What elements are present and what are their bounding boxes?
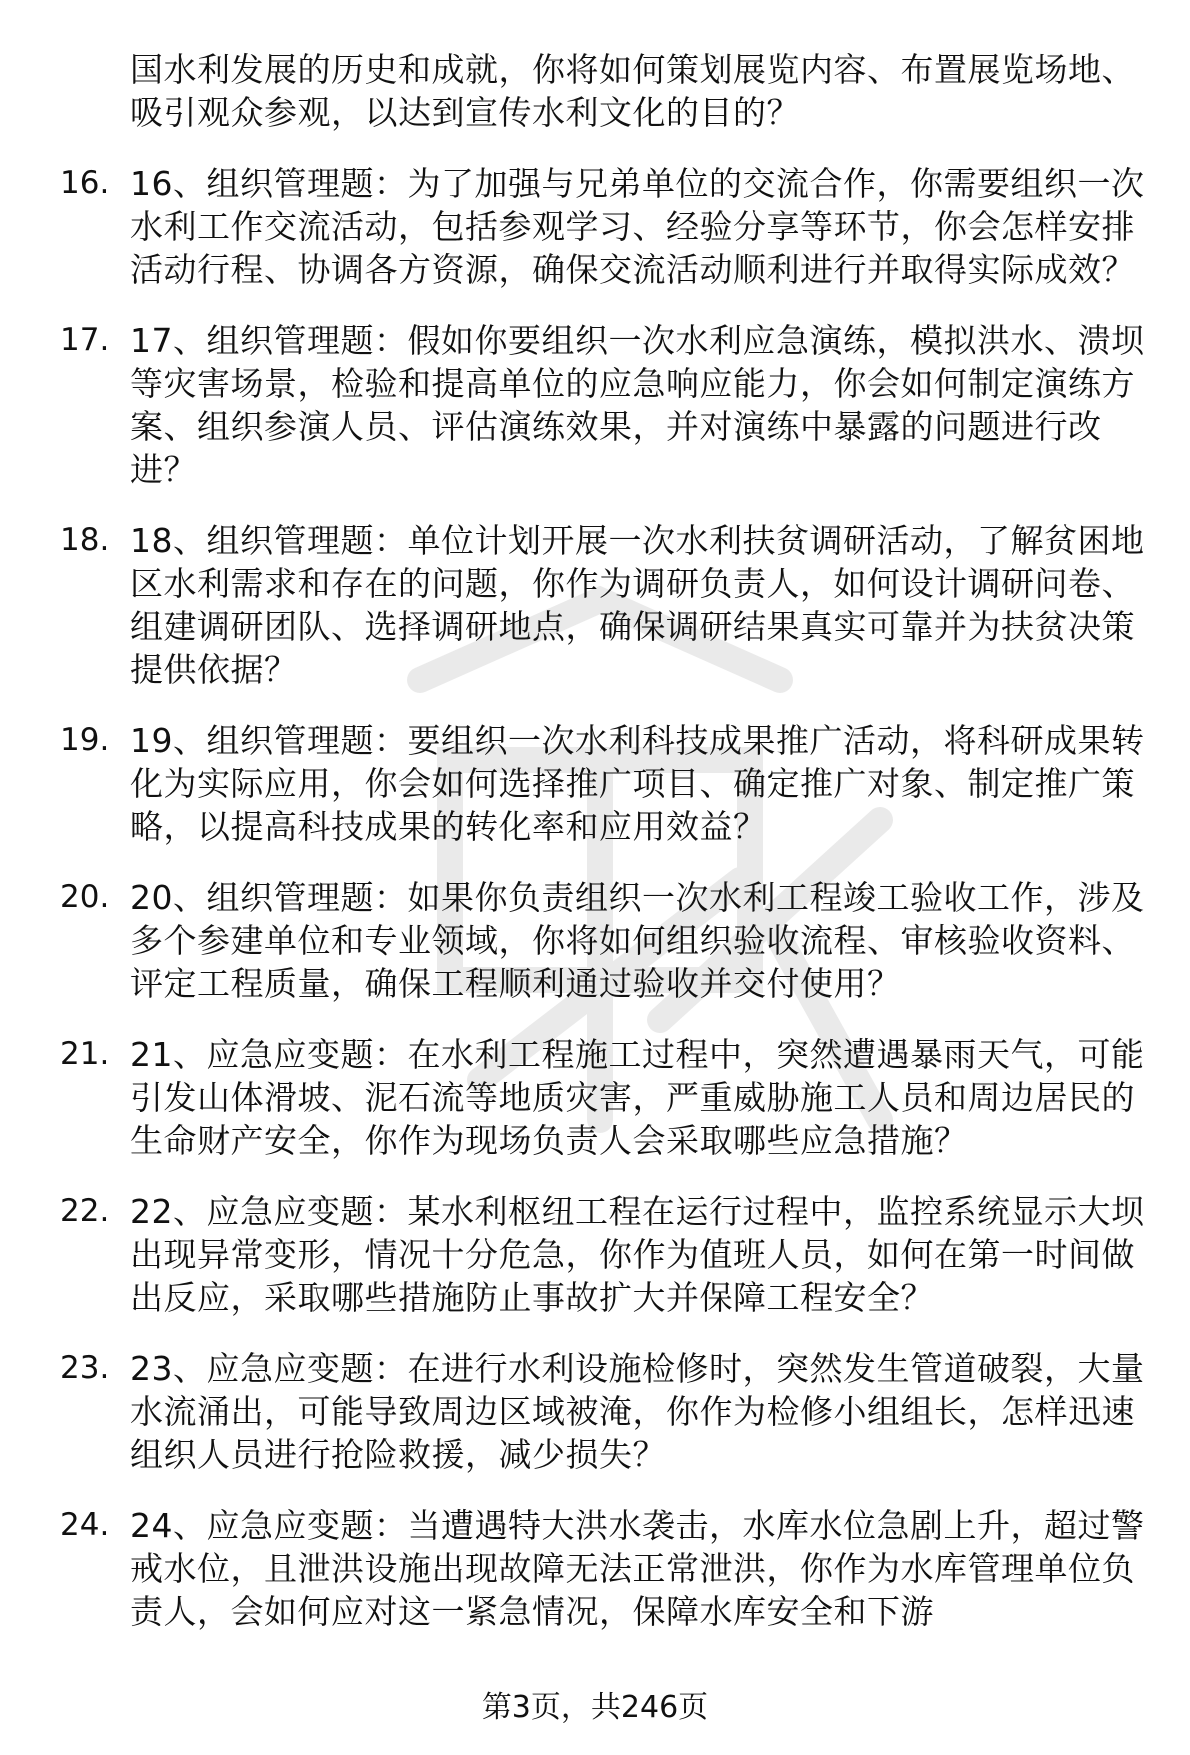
list-item xyxy=(60,519,1150,691)
item-text: 24、应急应变题：当遭遇特大洪水袭击，水库水位急剧上升，超过警戒水位，且泄洪设施出现故障无法正常泄洪，你作为水库管理单位负责人，会如何应对这一紧急情况，保障水库安全和下游 xyxy=(130,1506,1145,1631)
item-number: 21. xyxy=(60,1036,110,1072)
page-footer: 第3页，共246页 xyxy=(481,1690,709,1725)
item-number: 16. xyxy=(60,165,110,201)
list-item xyxy=(60,319,1150,491)
item-text: 21、应急应变题：在水利工程施工过程中，突然遭遇暴雨天气，可能引发山体滑坡、泥石流等地质灾害，严重威胁施工人员和周边居民的生命财产安全，你作为现场负责人会采取哪些应急措施？ xyxy=(130,1035,1145,1160)
list-item xyxy=(60,719,1150,848)
item-text: 23、应急应变题：在进行水利设施检修时，突然发生管道破裂，大量水流涌出，可能导致周边区域被淹，你作为检修小组组长，怎样迅速组织人员进行抢险救援，减少损失？ xyxy=(130,1349,1145,1474)
item-number: 22. xyxy=(60,1193,110,1229)
list-item xyxy=(60,1033,1150,1162)
list-item xyxy=(60,1190,1150,1319)
list-item xyxy=(60,1347,1150,1476)
item-text: 17、组织管理题：假如你要组织一次水利应急演练，模拟洪水、溃坝等灾害场景，检验和提高单位的应急响应能力，你会如何制定演练方案、组织参演人员、评估演练效果，并对演练中暴露的问题进行改进？ xyxy=(130,321,1145,489)
list-item xyxy=(60,876,1150,1005)
question-list xyxy=(60,48,1150,1633)
item-text: 22、应急应变题：某水利枢纽工程在运行过程中，监控系统显示大坝出现异常变形，情况十分危急，你作为值班人员，如何在第一时间做出反应，采取哪些措施防止事故扩大并保障工程安全？ xyxy=(130,1192,1145,1317)
item-text: 19、组织管理题：要组织一次水利科技成果推广活动，将科研成果转化为实际应用，你会如何选择推广项目、确定推广对象、制定推广策略，以提高科技成果的转化率和应用效益？ xyxy=(130,721,1145,846)
item-number: 17. xyxy=(60,322,110,358)
item-text: 16、组织管理题：为了加强与兄弟单位的交流合作，你需要组织一次水利工作交流活动，包括参观学习、经验分享等环节，你会怎样安排活动行程、协调各方资源，确保交流活动顺利进行并取得实际成效？ xyxy=(130,164,1145,289)
item-number: 24. xyxy=(60,1507,110,1543)
item-number: 18. xyxy=(60,522,110,558)
item-number: 20. xyxy=(60,879,110,915)
item-number: 23. xyxy=(60,1350,110,1386)
continuation-text: 国水利发展的历史和成就，你将如何策划展览内容、布置展览场地、吸引观众参观，以达到宣传水利文化的目的？ xyxy=(130,50,1135,132)
item-text: 18、组织管理题：单位计划开展一次水利扶贫调研活动，了解贫困地区水利需求和存在的问题，你作为调研负责人，如何设计调研问卷、组建调研团队、选择调研地点，确保调研结果真实可靠并为扶贫决策提供依据？ xyxy=(130,521,1145,689)
item-number: 19. xyxy=(60,722,110,758)
list-item xyxy=(60,1504,1150,1633)
list-item xyxy=(60,162,1150,291)
item-text: 20、组织管理题：如果你负责组织一次水利工程竣工验收工作，涉及多个参建单位和专业领域，你将如何组织验收流程、审核验收资料、评定工程质量，确保工程顺利通过验收并交付使用？ xyxy=(130,878,1145,1003)
